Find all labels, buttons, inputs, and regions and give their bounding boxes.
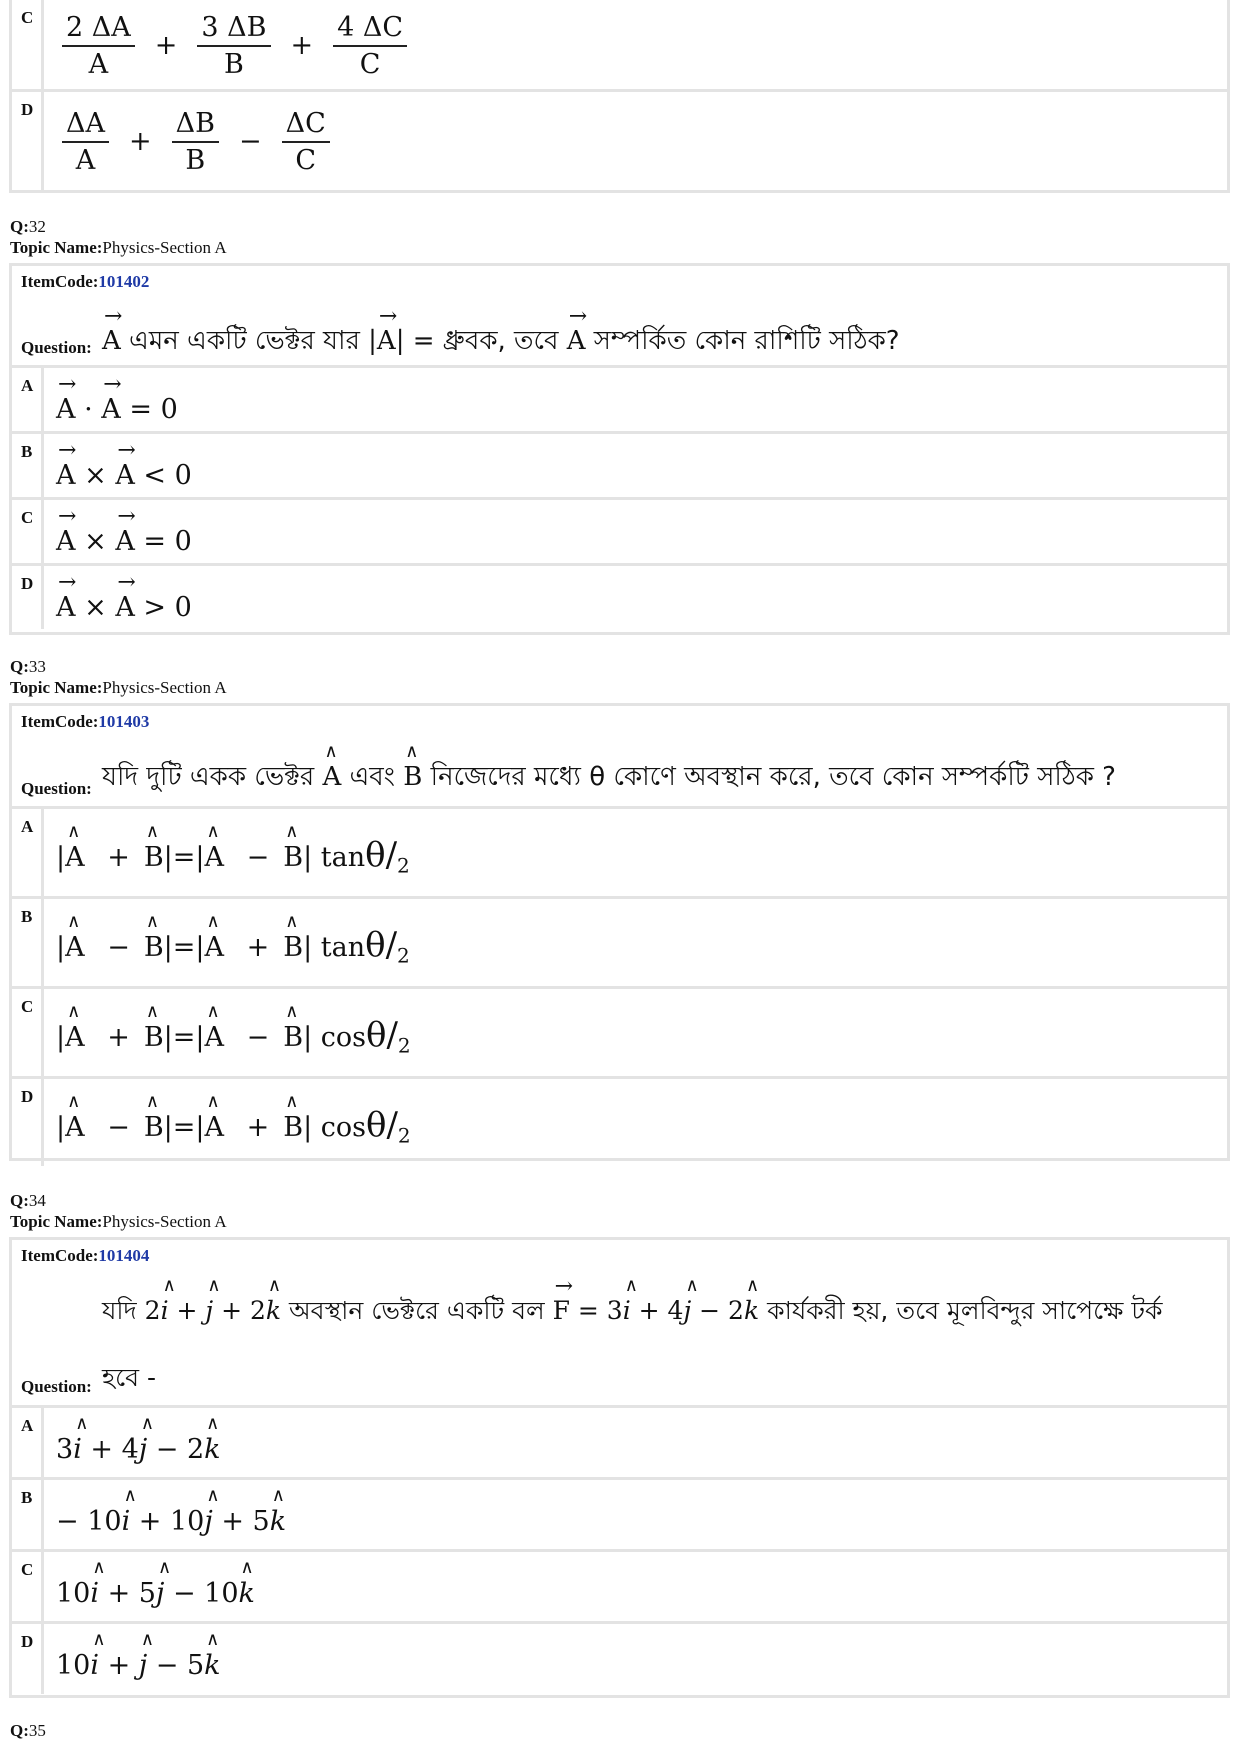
q31-options-tail (9, 0, 1230, 193)
question-box-33 (9, 703, 1230, 1161)
question-meta: Q:33 Topic Name:Physics-Section A (10, 657, 227, 697)
question-meta: Q:34 Topic Name:Physics-Section A (10, 1191, 227, 1231)
option-row[interactable]: B → A × → A < 0 (12, 434, 1227, 500)
option-math: $\frac{\Delta A}{A}$ + $\frac{\Delta B}{B}$ − $\frac{\Delta C}{C}$ (56, 108, 336, 176)
item-code: ItemCode:101402 (21, 272, 150, 291)
option-math: $\frac{2 \Delta A}{A}$ + $\frac{3 \Delta B}{B}$ + $\frac{4 \Delta C}{C}$ (56, 12, 413, 80)
option-row[interactable]: A 3∧ i + 4∧ j − 2∧ k (12, 1408, 1227, 1480)
option-math: |∧ A −∧ B|=|∧ A +∧ B| cosθ/$_2$ (56, 1105, 411, 1147)
option-letter: C (21, 8, 34, 27)
question-text-line-1: যদি 2∧ i + ∧ j + 2∧ k অবস্থান ভেক্টরে একটি বল → F = 3∧ i + 4∧ j − 2∧ k কার্যকরী হয়, তবে মূলবিন্দুর সাপেক্ষে টর্ক (102, 1288, 1162, 1334)
topic-name: Physics-Section A (102, 238, 227, 257)
option-row[interactable]: B |∧ A −∧ B|=|∧ A +∧ B| tanθ/$_2$ (12, 899, 1227, 989)
option-row[interactable]: A |∧ A +∧ B|=|∧ A −∧ B| tanθ/$_2$ (12, 809, 1227, 899)
option-row[interactable]: C |∧ A +∧ B|=|∧ A −∧ B| cosθ/$_2$ (12, 989, 1227, 1079)
question-box-32 (9, 263, 1230, 635)
question-label: Question: (21, 1377, 92, 1396)
question-number: 32 (28, 217, 46, 236)
option-math: → A × → A < 0 (56, 452, 192, 491)
option-math: → A · → A = 0 (56, 386, 178, 425)
item-code: ItemCode:101403 (21, 712, 150, 731)
question-number: 33 (28, 657, 46, 676)
question-number: 34 (28, 1191, 46, 1210)
question-box-34 (9, 1237, 1230, 1698)
option-row[interactable]: B − 10∧ i + 10∧ j + 5∧ k (12, 1480, 1227, 1552)
question-text-line-2: হবে - (102, 1363, 157, 1392)
option-row[interactable]: D 10∧ i + ∧ j − 5∧ k (12, 1624, 1227, 1694)
option-math: − 10∧ i + 10∧ j + 5∧ k (56, 1500, 286, 1537)
option-math: |∧ A −∧ B|=|∧ A +∧ B| tanθ/$_2$ (56, 925, 410, 967)
question-number: 35 (28, 1721, 46, 1740)
option-math: → A × → A = 0 (56, 518, 192, 557)
option-math: |∧ A +∧ B|=|∧ A −∧ B| tanθ/$_2$ (56, 835, 410, 877)
option-math: 3∧ i + 4∧ j − 2∧ k (56, 1428, 221, 1465)
option-math: 10∧ i + 5∧ j − 10∧ k (56, 1572, 255, 1609)
question-text: যদি দুটি একক ভেক্টর ∧ A এবং ∧ B নিজেদের মধ্যে θ কোণে অবস্থান করে, তবে কোন সম্পর্কটি সঠিক ? (102, 756, 1116, 800)
question-meta: Q:35 (10, 1721, 46, 1740)
option-row[interactable]: C 10∧ i + 5∧ j − 10∧ k (12, 1552, 1227, 1624)
option-row[interactable]: A → A · → A = 0 (12, 368, 1227, 434)
question-text: → A এমন একটি ভেক্টর যার |→ A| = ধ্রুবক, তবে → A সম্পর্কিত কোন রাশিটি সঠিক? (102, 318, 900, 364)
question-label: Question: (21, 779, 92, 798)
question-header (12, 1240, 1227, 1408)
question-label: Question: (21, 338, 92, 357)
topic-name: Physics-Section A (102, 1212, 227, 1231)
option-row[interactable]: C → A × → A = 0 (12, 500, 1227, 566)
question-header (12, 706, 1227, 809)
topic-name: Physics-Section A (102, 678, 227, 697)
option-math: → A × → A > 0 (56, 584, 192, 623)
option-row[interactable] (12, 92, 1227, 190)
option-row[interactable]: D → A × → A > 0 (12, 566, 1227, 629)
option-letter: D (21, 100, 34, 119)
question-header (12, 266, 1227, 368)
item-code: ItemCode:101404 (21, 1246, 150, 1265)
option-row[interactable]: D |∧ A −∧ B|=|∧ A +∧ B| cosθ/$_2$ (12, 1079, 1227, 1166)
question-meta: Q:32 Topic Name:Physics-Section A (10, 217, 227, 257)
option-math: 10∧ i + ∧ j − 5∧ k (56, 1644, 221, 1681)
option-row[interactable] (12, 0, 1227, 92)
option-math: |∧ A +∧ B|=|∧ A −∧ B| cosθ/$_2$ (56, 1015, 411, 1057)
